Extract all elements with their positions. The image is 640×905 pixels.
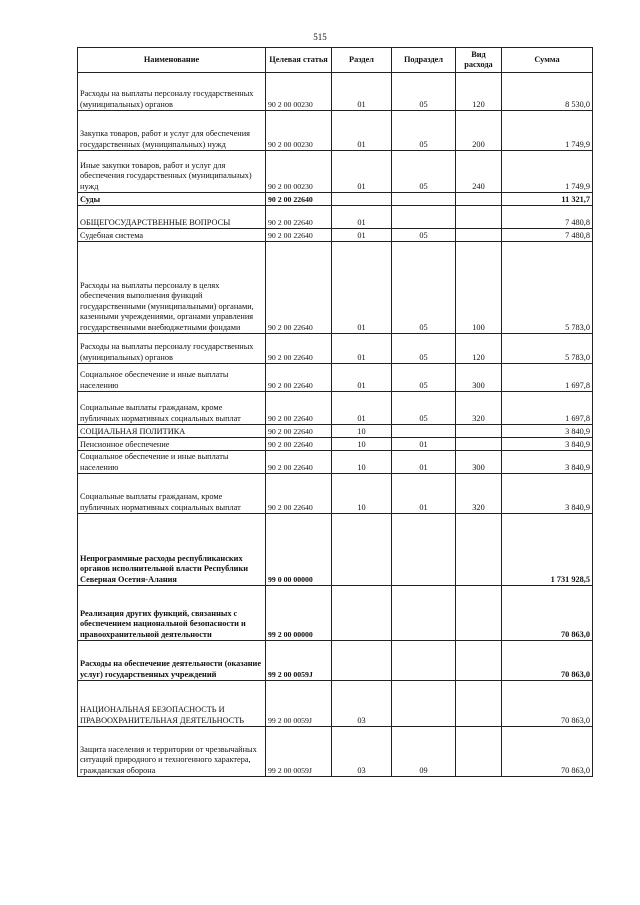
cell-name: Социальное обеспечение и иные выплаты населению (78, 364, 266, 392)
cell-target: 90 2 00 22640 (266, 229, 332, 242)
cell-target: 99 0 00 00000 (266, 514, 332, 586)
cell-subsection: 05 (392, 111, 456, 151)
cell-target: 90 2 00 22640 (266, 242, 332, 334)
cell-subsection (392, 641, 456, 681)
cell-expense-type (456, 586, 502, 641)
cell-name: Расходы на выплаты персоналу государственных (муниципальных) органов (78, 73, 266, 111)
header-name: Наименование (78, 48, 266, 73)
cell-amount: 1 697,8 (502, 364, 593, 392)
cell-expense-type (456, 229, 502, 242)
table-row (78, 206, 593, 229)
cell-expense-type (456, 514, 502, 586)
cell-expense-type: 300 (456, 364, 502, 392)
cell-target: 90 2 00 22640 (266, 193, 332, 206)
cell-name: Закупка товаров, работ и услуг для обеспечения государственных (муниципальных) нужд (78, 111, 266, 151)
cell-subsection: 09 (392, 727, 456, 777)
table-header-row (78, 48, 593, 73)
cell-name: Расходы на выплаты персоналу в целях обеспечения выполнения функций государственными (муниципальными) органами, казенными учреждениями, органами управления государственными внебюджетными фондами (78, 242, 266, 334)
table-row (78, 229, 593, 242)
cell-subsection (392, 206, 456, 229)
cell-name: НАЦИОНАЛЬНАЯ БЕЗОПАСНОСТЬ И ПРАВООХРАНИТЕЛЬНАЯ ДЕЯТЕЛЬНОСТЬ (78, 681, 266, 727)
table-row (78, 474, 593, 514)
cell-amount: 7 480,8 (502, 206, 593, 229)
cell-amount: 1 731 928,5 (502, 514, 593, 586)
cell-subsection: 05 (392, 334, 456, 364)
cell-amount: 3 840,9 (502, 438, 593, 451)
table-row (78, 111, 593, 151)
cell-expense-type: 120 (456, 73, 502, 111)
cell-section: 01 (332, 392, 392, 425)
table-row (78, 451, 593, 474)
table-row (78, 681, 593, 727)
cell-section: 10 (332, 425, 392, 438)
cell-amount: 1 749,9 (502, 111, 593, 151)
cell-name: ОБЩЕГОСУДАРСТВЕННЫЕ ВОПРОСЫ (78, 206, 266, 229)
cell-name: Социальное обеспечение и иные выплаты населению (78, 451, 266, 474)
cell-amount: 3 840,9 (502, 425, 593, 438)
table-row (78, 514, 593, 586)
cell-name: Социальные выплаты гражданам, кроме публичных нормативных социальных выплат (78, 392, 266, 425)
cell-expense-type: 240 (456, 151, 502, 193)
cell-section: 10 (332, 474, 392, 514)
cell-section: 01 (332, 73, 392, 111)
cell-target: 90 2 00 22640 (266, 334, 332, 364)
table-row (78, 334, 593, 364)
header-section: Раздел (332, 48, 392, 73)
cell-target: 90 2 00 22640 (266, 392, 332, 425)
cell-amount: 70 863,0 (502, 727, 593, 777)
cell-target: 99 2 00 0059J (266, 641, 332, 681)
cell-subsection (392, 586, 456, 641)
cell-name: Суды (78, 193, 266, 206)
header-subsection: Подраздел (392, 48, 456, 73)
cell-subsection: 05 (392, 151, 456, 193)
cell-target: 99 2 00 0059J (266, 727, 332, 777)
table-row (78, 641, 593, 681)
cell-expense-type: 320 (456, 392, 502, 425)
cell-amount: 5 783,0 (502, 242, 593, 334)
cell-expense-type (456, 641, 502, 681)
cell-subsection: 05 (392, 73, 456, 111)
cell-target: 90 2 00 22640 (266, 474, 332, 514)
cell-subsection (392, 514, 456, 586)
cell-target: 90 2 00 22640 (266, 438, 332, 451)
table-row (78, 392, 593, 425)
cell-name: СОЦИАЛЬНАЯ ПОЛИТИКА (78, 425, 266, 438)
cell-amount: 5 783,0 (502, 334, 593, 364)
cell-amount: 1 749,9 (502, 151, 593, 193)
cell-subsection: 01 (392, 474, 456, 514)
cell-section (332, 641, 392, 681)
cell-expense-type: 300 (456, 451, 502, 474)
cell-name: Непрограммные расходы республиканских органов исполнительной власти Республики Северная Осетия-Алания (78, 514, 266, 586)
cell-amount: 70 863,0 (502, 586, 593, 641)
cell-target: 90 2 00 00230 (266, 73, 332, 111)
table-row (78, 242, 593, 334)
cell-section: 03 (332, 681, 392, 727)
cell-target: 90 2 00 22640 (266, 451, 332, 474)
cell-name: Расходы на обеспечение деятельности (оказание услуг) государственных учреждений (78, 641, 266, 681)
cell-subsection: 05 (392, 364, 456, 392)
cell-name: Судебная система (78, 229, 266, 242)
table-row (78, 364, 593, 392)
table-body (78, 73, 593, 777)
table-row (78, 586, 593, 641)
cell-section: 01 (332, 229, 392, 242)
cell-expense-type (456, 727, 502, 777)
cell-target: 90 2 00 00230 (266, 111, 332, 151)
cell-target: 90 2 00 22640 (266, 364, 332, 392)
cell-name: Социальные выплаты гражданам, кроме публичных нормативных социальных выплат (78, 474, 266, 514)
cell-amount: 1 697,8 (502, 392, 593, 425)
cell-section: 03 (332, 727, 392, 777)
cell-section: 10 (332, 438, 392, 451)
cell-expense-type (456, 425, 502, 438)
cell-name: Иные закупки товаров, работ и услуг для обеспечения государственных (муниципальных) нужд (78, 151, 266, 193)
cell-subsection (392, 193, 456, 206)
cell-expense-type: 100 (456, 242, 502, 334)
cell-name: Защита населения и территории от чрезвычайных ситуаций природного и техногенного характера, гражданская оборона (78, 727, 266, 777)
cell-name: Пенсионное обеспечение (78, 438, 266, 451)
cell-section: 01 (332, 334, 392, 364)
table-row (78, 425, 593, 438)
cell-target: 90 2 00 00230 (266, 151, 332, 193)
cell-subsection: 05 (392, 242, 456, 334)
cell-name: Расходы на выплаты персоналу государственных (муниципальных) органов (78, 334, 266, 364)
cell-target: 90 2 00 22640 (266, 206, 332, 229)
header-target: Целевая статья (266, 48, 332, 73)
table-row (78, 438, 593, 451)
cell-target: 90 2 00 22640 (266, 425, 332, 438)
page-number: 515 (313, 32, 327, 42)
cell-expense-type: 120 (456, 334, 502, 364)
cell-amount: 11 321,7 (502, 193, 593, 206)
cell-expense-type (456, 438, 502, 451)
cell-section: 01 (332, 151, 392, 193)
cell-section (332, 586, 392, 641)
header-expense-type: Вид расхода (456, 48, 502, 73)
cell-amount: 70 863,0 (502, 681, 593, 727)
table-row (78, 73, 593, 111)
cell-subsection: 05 (392, 392, 456, 425)
cell-amount: 8 530,0 (502, 73, 593, 111)
cell-subsection (392, 425, 456, 438)
cell-target: 99 2 00 0059J (266, 681, 332, 727)
cell-section: 01 (332, 111, 392, 151)
cell-subsection: 01 (392, 438, 456, 451)
cell-subsection: 05 (392, 229, 456, 242)
cell-name: Реализация других функций, связанных с обеспечением национальной безопасности и правоохранительной деятельности (78, 586, 266, 641)
cell-section: 01 (332, 242, 392, 334)
table-row (78, 151, 593, 193)
cell-amount: 70 863,0 (502, 641, 593, 681)
cell-expense-type: 200 (456, 111, 502, 151)
cell-section: 01 (332, 364, 392, 392)
cell-expense-type (456, 193, 502, 206)
cell-section (332, 193, 392, 206)
header-amount: Сумма (502, 48, 593, 73)
cell-expense-type (456, 681, 502, 727)
cell-target: 99 2 00 00000 (266, 586, 332, 641)
cell-subsection (392, 681, 456, 727)
cell-section (332, 514, 392, 586)
budget-table (77, 47, 593, 777)
table-row (78, 727, 593, 777)
cell-expense-type: 320 (456, 474, 502, 514)
cell-amount: 7 480,8 (502, 229, 593, 242)
cell-amount: 3 840,9 (502, 451, 593, 474)
cell-subsection: 01 (392, 451, 456, 474)
cell-expense-type (456, 206, 502, 229)
table-row (78, 193, 593, 206)
cell-amount: 3 840,9 (502, 474, 593, 514)
cell-section: 10 (332, 451, 392, 474)
cell-section: 01 (332, 206, 392, 229)
